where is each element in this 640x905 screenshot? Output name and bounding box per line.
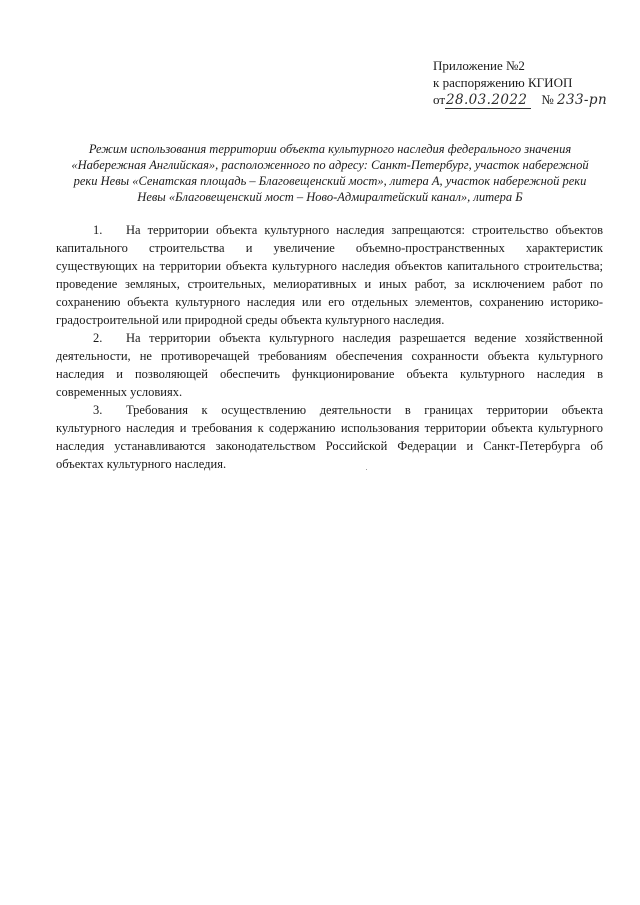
handwritten-number: 233-рп xyxy=(556,92,608,108)
paragraph-line: капитального строительства и увеличение объемно-пространственных характеристик xyxy=(56,241,603,255)
paragraph-line: наследия и позволяющей обеспечить функционирование объекта культурного наследия в xyxy=(56,367,603,381)
paragraph-number: 2. xyxy=(93,331,103,345)
paragraph-line: культурного наследия и требования к содержанию использования территории объекта культурного xyxy=(56,421,603,435)
date-prefix: от xyxy=(433,92,446,107)
paragraph-line-text: Требования к осуществлению деятельности в границах территории объекта xyxy=(126,403,603,417)
paragraph-line xyxy=(56,221,603,239)
title-line: Режим использования территории объекта культурного наследия федерального значения xyxy=(88,142,572,156)
paragraph-line: деятельности, не противоречащей требованиям обеспечения сохранности объекта культурного xyxy=(56,349,603,363)
paragraph-3 xyxy=(56,401,603,473)
document-title xyxy=(56,141,604,205)
number-prefix: № xyxy=(541,92,554,107)
title-line: «Набережная Английская», расположенного по адресу: Санкт-Петербург, участок набережной xyxy=(71,158,589,172)
paragraph-line: сохранению объекта культурного наследия или его отдельных элементов, сохранению историко- xyxy=(56,295,603,309)
paragraph-line: объектах культурного наследия. xyxy=(56,457,227,471)
document-body xyxy=(56,221,603,473)
paragraph-line-text: На территории объекта культурного наследия запрещаются: строительство объектов xyxy=(126,223,603,237)
paragraph-line: существующих на территории объекта культурного наследия объектов капитального строительства; xyxy=(56,259,603,273)
handwritten-date: 28.03.2022 xyxy=(445,93,531,109)
paragraph-line xyxy=(56,401,603,419)
paragraph-2 xyxy=(56,329,603,401)
paragraph-line: градостроительной или природной среды объекта культурного наследия. xyxy=(56,313,445,327)
paragraph-line xyxy=(56,329,603,347)
title-line: реки Невы «Сенатская площадь – Благовещенский мост», литера А, участок набережной реки xyxy=(73,174,587,188)
paragraph-line: современных условиях. xyxy=(56,385,183,399)
appendix-header xyxy=(433,57,607,109)
paragraph-number: 3. xyxy=(93,403,103,417)
paragraph-line: проведение земляных, строительных, мелиоративных и иных работ, за исключением работ по xyxy=(56,277,603,291)
paragraph-1 xyxy=(56,221,603,329)
paragraph-number: 1. xyxy=(93,223,103,237)
title-line: Невы «Благовещенский мост – Ново-Адмиралтейский канал», литера Б xyxy=(137,190,523,204)
appendix-label: Приложение №2 xyxy=(433,58,525,73)
scan-speck xyxy=(366,469,367,470)
paragraph-line: наследия устанавливаются законодательством Российской Федерации и Санкт-Петербурга об xyxy=(56,439,603,453)
paragraph-line-text: На территории объекта культурного наследия разрешается ведение хозяйственной xyxy=(126,331,603,345)
order-reference: к распоряжению КГИОП xyxy=(433,75,573,90)
date-number-line xyxy=(433,91,607,109)
